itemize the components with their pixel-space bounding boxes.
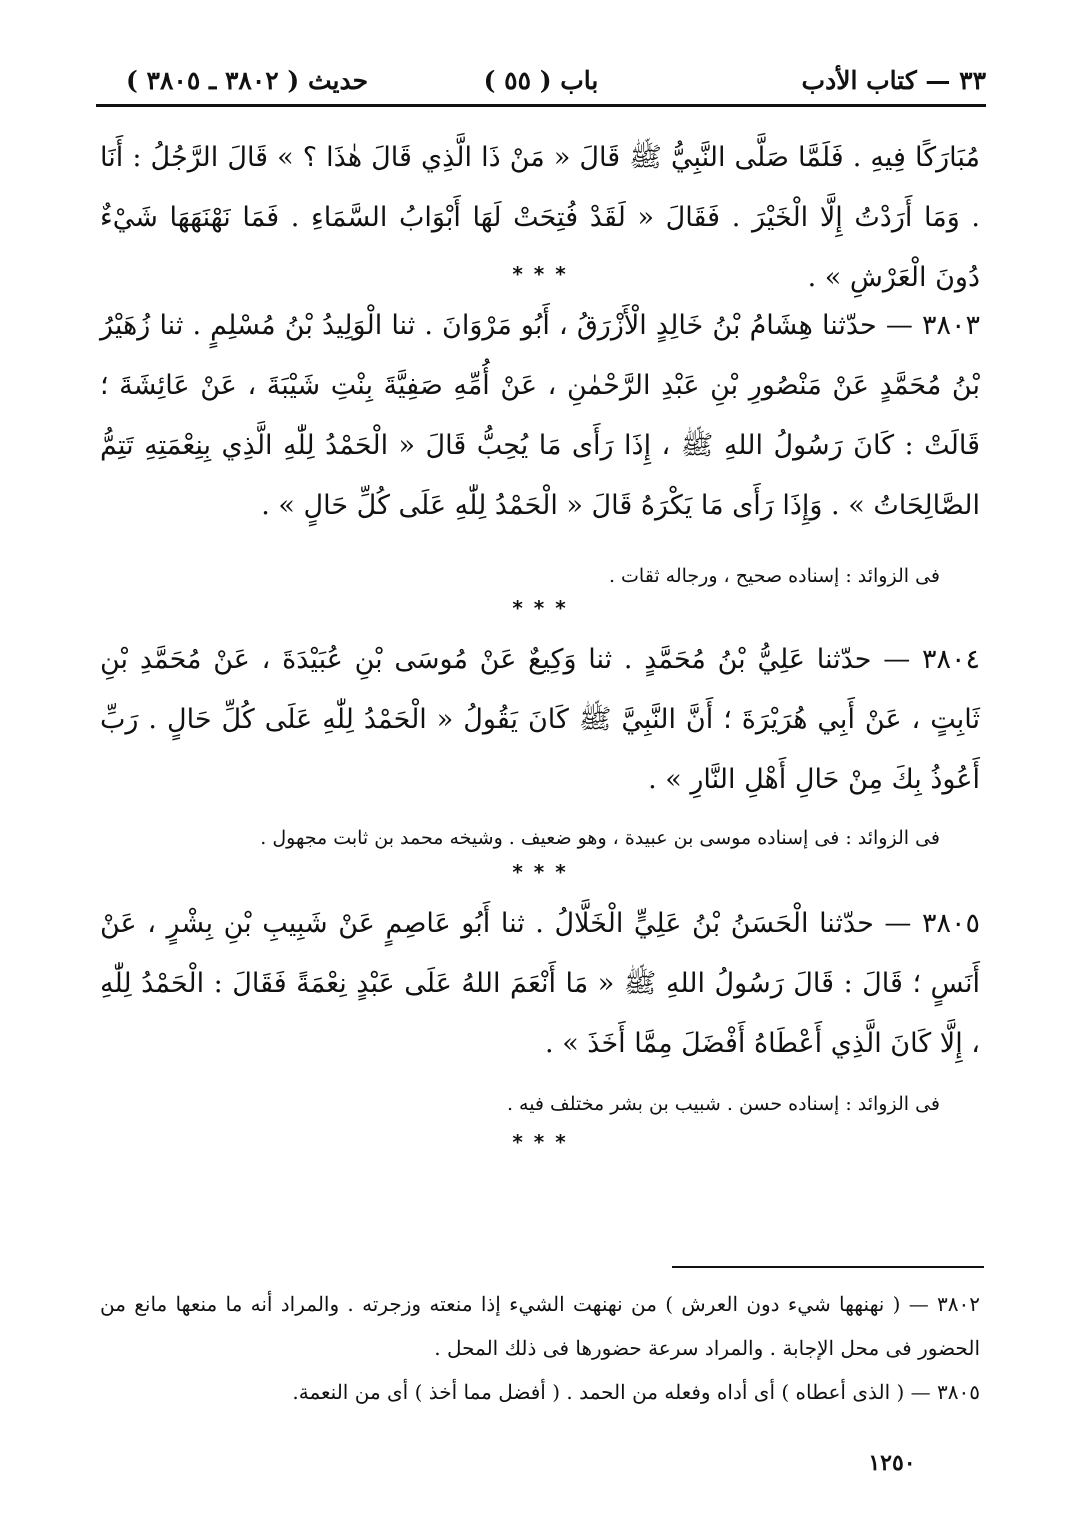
header-hadith-range: ( ٣٨٠٢ ـ ٣٨٠٥ ) حديث	[126, 66, 369, 95]
hadith-3804-zawaid: فى الزوائد : فى إسناده موسى بن عبيدة ، وهو ضعيف . وشيخه محمد بن ثابت مجهول .	[260, 827, 940, 849]
header-chapter: ( ٥٥ ) باب	[483, 66, 599, 95]
footnote-rule	[672, 1266, 984, 1268]
section-separator: * * *	[512, 1130, 568, 1154]
footnotes	[100, 1282, 980, 1414]
section-separator: * * *	[512, 262, 568, 286]
hadith-3803-zawaid: فى الزوائد : إسناده صحيح ، ورجاله ثقات .	[608, 565, 940, 587]
continued-hadith-text: مُبَارَكًا فِيهِ . فَلَمَّا صَلَّى النَّبِيُّ ﷺ قَالَ « مَنْ ذَا الَّذِي قَالَ هٰذَا ؟ » قَالَ الرَّجُلُ : أَنَا . وَمَا أَرَدْتُ إِلَّا الْخَيْرَ . فَقَالَ « لَقَدْ فُتِحَتْ لَهَا أَبْوَابُ السَّمَاءِ . فَمَا نَهْنَهَهَا شَيْءٌ دُونَ الْعَرْشِ » .	[100, 142, 980, 293]
hadith-3805-text: ٣٨٠٥ — حدّثنا الْحَسَنُ بْنُ عَلِيٍّ الْخَلَّالُ . ثنا أَبُو عَاصِمٍ عَنْ شَبِيبِ بْنِ بِشْرٍ ، عَنْ أَنَسٍ ؛ قَالَ : قَالَ رَسُولُ اللهِ ﷺ « مَا أَنْعَمَ اللهُ عَلَى عَبْدٍ نِعْمَةً فَقَالَ : الْحَمْدُ لِلّٰهِ ، إِلَّا كَانَ الَّذِي أَعْطَاهُ أَفْضَلَ مِمَّا أَخَذَ » .	[100, 908, 980, 1059]
hadith-3804-text: ٣٨٠٤ — حدّثنا عَلِيُّ بْنُ مُحَمَّدٍ . ثنا وَكِيعٌ عَنْ مُوسَى بْنِ عُبَيْدَةَ ، عَنْ مُحَمَّدِ بْنِ ثَابِتٍ ، عَنْ أَبِي هُرَيْرَةَ ؛ أَنَّ النَّبِيَّ ﷺ كَانَ يَقُولُ « الْحَمْدُ لِلّٰهِ عَلَى كُلِّ حَالٍ . رَبِّ أَعُوذُ بِكَ مِنْ حَالِ أَهْلِ النَّارِ » .	[100, 644, 980, 795]
header-book-title: ٣٣ — كتاب الأدب	[801, 66, 986, 95]
running-header	[96, 62, 986, 106]
section-separator: * * *	[512, 596, 568, 620]
footnote-3802: ٣٨٠٢ — ( نهنهها شيء دون العرش ) من نهنهت الشيء إذا منعته وزجرته . والمراد أنه ما منعها مانع من الحضور فى محل الإجابة . والمراد سرعة حضورها فى ذلك المحل .	[100, 1292, 980, 1360]
section-separator: * * *	[512, 860, 568, 884]
hadith-3803-text: ٣٨٠٣ — حدّثنا هِشَامُ بْنُ خَالِدٍ الْأَزْرَقُ ، أَبُو مَرْوَانَ . ثنا الْوَلِيدُ بْنُ مُسْلِمٍ . ثنا زُهَيْرُ بْنُ مُحَمَّدٍ عَنْ مَنْصُورِ بْنِ عَبْدِ الرَّحْمٰنِ ، عَنْ أُمِّهِ صَفِيَّةَ بِنْتِ شَيْبَةَ ، عَنْ عَائِشَةَ ؛ قَالَتْ : كَانَ رَسُولُ اللهِ ﷺ ، إِذَا رَأَى مَا يُحِبُّ قَالَ « الْحَمْدُ لِلّٰهِ الَّذِي بِنِعْمَتِهِ تَتِمُّ الصَّالِحَاتُ » . وَإِذَا رَأَى مَا يَكْرَهُ قَالَ « الْحَمْدُ لِلّٰهِ عَلَى كُلِّ حَالٍ » .	[100, 310, 980, 521]
hadith-3805-zawaid: فى الزوائد : إسناده حسن . شبيب بن بشر مختلف فيه .	[506, 1093, 940, 1115]
header-rule	[96, 104, 986, 107]
footnote-3805: ٣٨٠٥ — ( الذى أعطاه ) أى أداه وفعله من الحمد . ( أفضل مما أخذ ) أى من النعمة.	[292, 1380, 980, 1404]
page-number: ١٢٥٠	[868, 1450, 916, 1476]
